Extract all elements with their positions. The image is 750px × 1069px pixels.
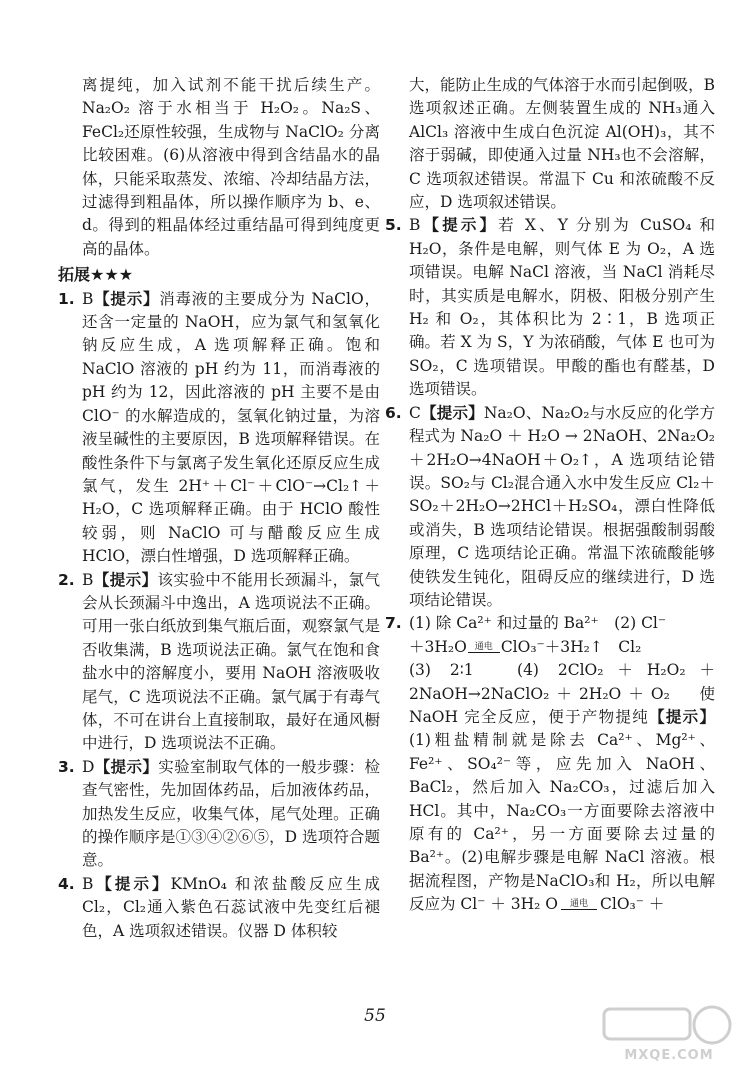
tip-label: 【提示】 xyxy=(420,403,484,422)
reaction-arrow xyxy=(561,900,597,910)
item-answer: B xyxy=(82,570,94,589)
item-text: 该实验中不能用长颈漏斗，氯气会从长颈漏斗中逸出，A 选项说法不正确。可用一张白纸放到集气瓶后面，观察氯气是否收集满，B 选项说法正确。氯气在饱和食盐水中的溶解度小，要用 NaOH 溶液吸收尾气，C 选项说法不正确。氯气属于有毒气体，不可在讲台上直接制取，最好在通风橱中进行，D 选项说法不正确。 xyxy=(82,570,380,753)
item-text: (1)粗盐精制就是除去 Ca²⁺、Mg²⁺、Fe²⁺、SO₄²⁻等，应先加入 NaOH、BaCl₂，然后加入 Na₂CO₃，过滤后加入 HCl。其中，Na₂CO₃一方面要除去溶液中原有的 Ca²⁺，另一方面要除去过量的 Ba²⁺。(2)电解步骤是电解 NaCl 溶液。根据流程图，产物是NaClO₃和 H₂，所以电解反应为 Cl⁻ ＋ 3H₂ O xyxy=(409,731,715,914)
tip-label: 【提示】 xyxy=(420,216,499,235)
item-text: KMnO₄ 和浓盐酸反应生成 Cl₂，Cl₂通入紫色石蕊试液中先变红后褪色，A 选项叙述错误。仪器 D 体积较 xyxy=(82,874,380,940)
answer-item-6 xyxy=(385,402,715,613)
answer-item-4 xyxy=(58,873,380,943)
item-answer: D xyxy=(82,757,95,776)
tip-label: 【提示】 xyxy=(93,874,171,893)
answer-item-3 xyxy=(58,756,380,873)
item-text: 消毒液的主要成分为 NaClO，还含一定量的 NaOH，应为氯气和氢氧化钠反应生成，A 选项解释正确。饱和 NaClO 溶液的 pH 约为 11，而消毒液的 pH 约为 12，因此溶液的 pH 主要不是由 ClO⁻ 的水解造成的，氢氧化钠过量，为溶液呈碱性的主要原因，B 选项解释错误。在酸性条件下与氯离子发生氧化还原反应生成氯气，发生 2H⁺＋Cl⁻＋ClO⁻→Cl₂↑＋H₂O，C 选项解释正确。由于 HClO 酸性较弱，则 NaClO 可与醋酸反应生成 HClO，漂白性增强，D 选项解释正确。 xyxy=(82,289,380,566)
item-text: Na₂O、Na₂O₂与水反应的化学方程式为 Na₂O ＋ H₂O → 2NaOH、2Na₂O₂＋2H₂O→4NaOH＋O₂↑，A 选项结论错误。SO₂与 Cl₂混合通入水中发生反应 Cl₂＋SO₂＋2H₂O→2HCl＋H₂SO₄，漂白性降低或消失，B 选项结论错误。根据强酸制弱酸原理，C 选项结论正确。常温下浓硫酸能够使铁发生钝化，阻碍反应的继续进行，D 选项结论错误。 xyxy=(409,403,715,609)
section-title: 拓展★★★ xyxy=(58,265,134,285)
tip-label: 【提示】 xyxy=(93,570,158,589)
arrow-line xyxy=(468,652,500,653)
item-answer: B xyxy=(82,289,94,308)
answer-item-1 xyxy=(58,288,380,569)
item-number: 5. xyxy=(385,216,402,235)
item-number: 1. xyxy=(58,289,75,308)
item-answer: B xyxy=(82,874,94,893)
arrow-condition: 通电 xyxy=(570,899,589,910)
item-number: 6. xyxy=(385,403,402,422)
watermark-box xyxy=(604,1009,690,1039)
equation-2-right: ClO₃⁻ ＋ xyxy=(600,895,665,914)
watermark-text: MXQE.COM xyxy=(624,1048,714,1063)
tip-label: 【提示】 xyxy=(94,757,159,776)
tip-label: 【提示】 xyxy=(649,707,715,726)
tip-label: 【提示】 xyxy=(93,289,160,308)
answer-item-2 xyxy=(58,569,380,756)
item-text: 若 X、Y 分别为 CuSO₄ 和 H₂O，条件是电解，则气体 E 为 O₂，A 选项错误。电解 NaCl 溶液，当 NaCl 消耗尽时，其实质是电解水，阴极、阳极分别产生 H₂ 和 O₂，其体积比为 2∶1，B 选项正确。若 X 为 S，Y 为浓硝酸，气体 E 也可为 SO₂，C 选项错误。甲酸的酯也有醛基，D 选项错误。 xyxy=(409,216,715,399)
left-column xyxy=(58,74,380,943)
item-text: 实验室制取气体的一般步骤：检查气密性，先加固体药品，后加液体药品，加热发生反应，收集气体，尾气处理。正确的操作顺序是①③④②⑥⑤，D 选项符合题意。 xyxy=(82,757,380,870)
continued-paragraph: 大，能防止生成的气体溶于水而引起倒吸，B 选项叙述正确。左侧装置生成的 NH₃通入 AlCl₃ 溶液中生成白色沉淀 Al(OH)₃，其不溶于弱碱，即使通入过量 NH₃也不会溶解，C 选项叙述错误。常温下 Cu 和浓硫酸不反应，D 选项叙述错误。 xyxy=(409,76,715,212)
answer-part-1: (1) 除 Ca²⁺ 和过量的 Ba²⁺ (2) Cl⁻ xyxy=(409,614,667,633)
reaction-arrow xyxy=(468,643,500,653)
watermark-logo xyxy=(594,1001,744,1065)
equation-1-right: ClO₃⁻＋3H₂↑ Cl₂ xyxy=(500,637,642,656)
watermark-circle xyxy=(694,1007,730,1043)
item-answer: C xyxy=(409,403,421,422)
item-number: 7. xyxy=(385,614,402,633)
intro-paragraph: 离提纯，加入试剂不能干扰后续生产。Na₂O₂ 溶于水相当于 H₂O₂。Na₂S、FeCl₂还原性较强，生成物与 NaClO₂ 分离比较困难。(6)从溶液中得到含结晶水的晶体，只能采取蒸发、浓缩、冷却结晶方法，过滤得到粗晶体，所以操作顺序为 b、e、d。得到的粗晶体经过重结晶可得到纯度更高的晶体。 xyxy=(82,76,380,258)
item-number: 4. xyxy=(58,874,75,893)
item-number: 3. xyxy=(58,757,75,776)
answer-item-5 xyxy=(385,214,715,401)
answer-part-3: (3) 2∶1 (4) 2ClO₂＋H₂O₂＋2NaOH→2NaClO₂＋2H₂O＋O₂ 使 NaOH 完全反应，便于产物提纯 xyxy=(409,661,715,726)
arrow-line xyxy=(561,909,597,910)
arrow-condition: 通电 xyxy=(474,641,493,652)
answer-item-7 xyxy=(385,612,715,916)
page-number: 55 xyxy=(364,1006,386,1026)
right-column xyxy=(385,74,715,917)
item-number: 2. xyxy=(58,570,75,589)
item-answer: B xyxy=(409,216,421,235)
equation-1-left: ＋3H₂O xyxy=(409,637,467,656)
